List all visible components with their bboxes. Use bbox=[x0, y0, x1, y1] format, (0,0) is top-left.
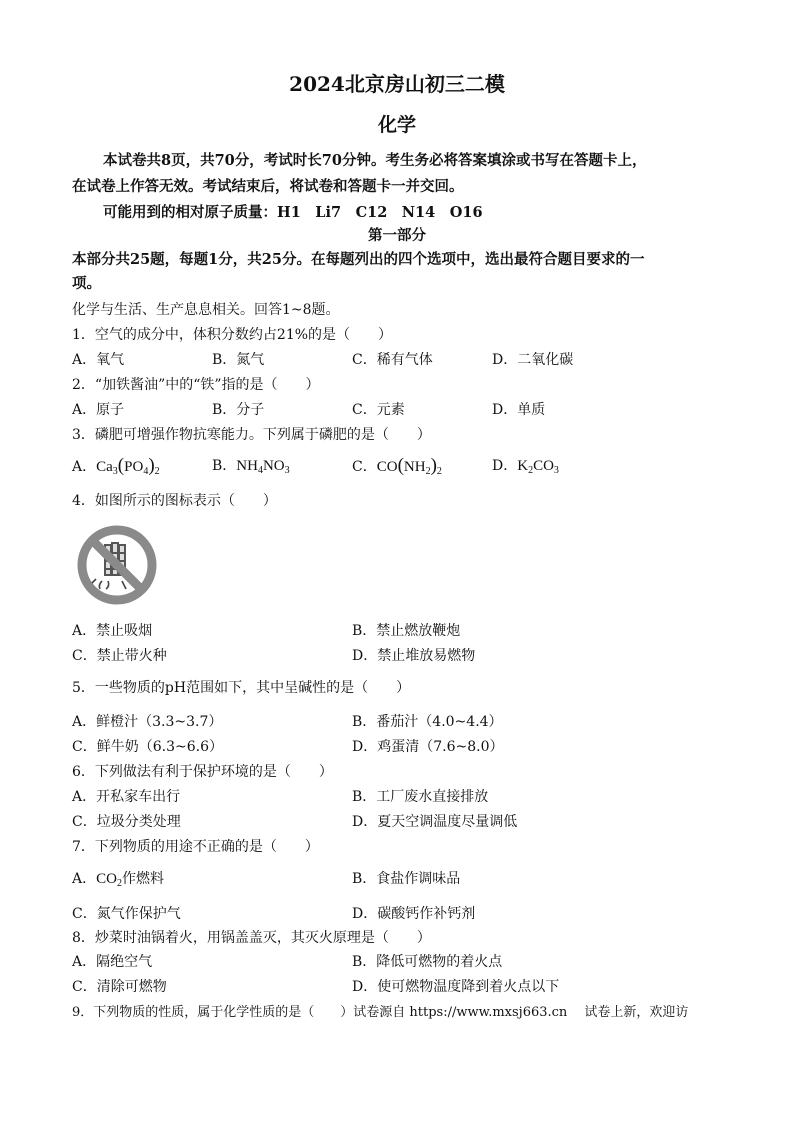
q7-option-a-text: 作燃料 bbox=[121, 871, 164, 887]
q1-option-a: A．氧气 bbox=[72, 352, 125, 368]
q3-option-c-label: C． bbox=[352, 459, 377, 475]
q6-option-d: D．夏天空调温度尽量调低 bbox=[352, 814, 518, 830]
section-context: 化学与生活、生产息息相关。回答1~8题。 bbox=[72, 302, 340, 318]
q8-stem: 8．炒菜时油锅着火，用锅盖盖灭，其灭火原理是（ ） bbox=[72, 930, 431, 946]
formula-nh4no3: $NH_4NO_3$ bbox=[236, 458, 290, 476]
q2-option-d: D．单质 bbox=[492, 402, 546, 418]
q3-option-d-label: D． bbox=[492, 458, 518, 474]
q3-option-a bbox=[72, 455, 160, 477]
q2-stem: 2．“加铁酱油”中的“铁”指的是（ ） bbox=[72, 377, 320, 393]
q8-option-a: A．隔绝空气 bbox=[72, 954, 153, 970]
q3-option-c bbox=[352, 455, 442, 477]
formula-conh22: $CO(NH_2)_2$ bbox=[376, 455, 442, 477]
exam-title: 2024北京房山初三二模 bbox=[289, 72, 505, 96]
q8-option-d: D．使可燃物温度降到着火点以下 bbox=[352, 979, 560, 995]
q5-option-a: A．鲜橙汁（3.3~3.7） bbox=[72, 714, 223, 730]
intro-line-1: 本试卷共8页，共70分，考试时长70分钟。考生务必将答案填涂或书写在答题卡上， bbox=[103, 152, 647, 169]
q3-option-d bbox=[492, 455, 559, 476]
formula-co2: $CO_2$ bbox=[96, 871, 122, 889]
q7-option-a-label: A． bbox=[72, 871, 97, 887]
q1-option-b: B．氮气 bbox=[212, 352, 265, 368]
q2-option-c: C．元素 bbox=[352, 402, 405, 418]
formula-ca3po42: $Ca_3(PO_4)_2$ bbox=[96, 455, 160, 477]
no-firecrackers-icon bbox=[74, 523, 160, 607]
q3-option-b-label: B． bbox=[212, 458, 237, 474]
q6-option-c: C．垃圾分类处理 bbox=[72, 814, 181, 830]
q4-stem: 4．如图所示的图标表示（ ） bbox=[72, 493, 277, 509]
q1-option-d: D．二氧化碳 bbox=[492, 352, 574, 368]
q5-option-d: D．鸡蛋清（7.6~8.0） bbox=[352, 739, 504, 755]
q4-option-a: A．禁止吸烟 bbox=[72, 623, 153, 639]
atomic-mass-line: 可能用到的相对原子质量：H1 Li7 C12 N14 O16 bbox=[103, 204, 483, 221]
q5-stem: 5．一些物质的pH范围如下，其中呈碱性的是（ ） bbox=[72, 680, 411, 696]
q3-stem: 3．磷肥可增强作物抗寒能力。下列属于磷肥的是（ ） bbox=[72, 427, 431, 443]
q7-option-c: C．氮气作保护气 bbox=[72, 906, 181, 922]
q1-stem: 1．空气的成分中，体积分数约占21%的是（ ） bbox=[72, 327, 393, 343]
q3-option-b bbox=[212, 455, 290, 476]
q6-option-a: A．开私家车出行 bbox=[72, 789, 181, 805]
q7-option-d: D．碳酸钙作补钙剂 bbox=[352, 906, 476, 922]
q8-option-b: B．降低可燃物的着火点 bbox=[352, 954, 503, 970]
q5-option-b: B．番茄汁（4.0~4.4） bbox=[352, 714, 503, 730]
q7-stem: 7．下列物质的用途不正确的是（ ） bbox=[72, 839, 319, 855]
q2-option-b: B．分子 bbox=[212, 402, 265, 418]
q8-option-c: C．清除可燃物 bbox=[72, 979, 167, 995]
q4-option-d: D．禁止堆放易燃物 bbox=[352, 648, 476, 664]
section-desc-1: 本部分共25题，每题1分，共25分。在每题列出的四个选项中，选出最符合题目要求的一 bbox=[72, 251, 645, 268]
q6-option-b: B．工厂废水直接排放 bbox=[352, 789, 489, 805]
q2-option-a: A．原子 bbox=[72, 402, 125, 418]
q5-option-c: C．鲜牛奶（6.3~6.6） bbox=[72, 739, 223, 755]
formula-k2co3: $K_2CO_3$ bbox=[517, 458, 559, 476]
q4-option-b: B．禁止燃放鞭炮 bbox=[352, 623, 461, 639]
q9-stem: 9．下列物质的性质，属于化学性质的是（ ）试卷源自 https://www.mxsj663.cn 试卷上新，欢迎访 bbox=[72, 1005, 689, 1020]
q7-option-b: B．食盐作调味品 bbox=[352, 871, 461, 887]
intro-line-2: 在试卷上作答无效。考试结束后，将试卷和答题卡一并交回。 bbox=[72, 178, 464, 195]
subject-title: 化学 bbox=[377, 114, 416, 136]
section-desc-2: 项。 bbox=[72, 275, 101, 292]
section-title: 第一部分 bbox=[368, 227, 426, 244]
q1-option-c: C．稀有气体 bbox=[352, 352, 433, 368]
q7-option-a bbox=[72, 868, 164, 889]
q4-option-c: C．禁止带火种 bbox=[72, 648, 167, 664]
q3-option-a-label: A． bbox=[72, 459, 97, 475]
q6-stem: 6．下列做法有利于保护环境的是（ ） bbox=[72, 764, 333, 780]
